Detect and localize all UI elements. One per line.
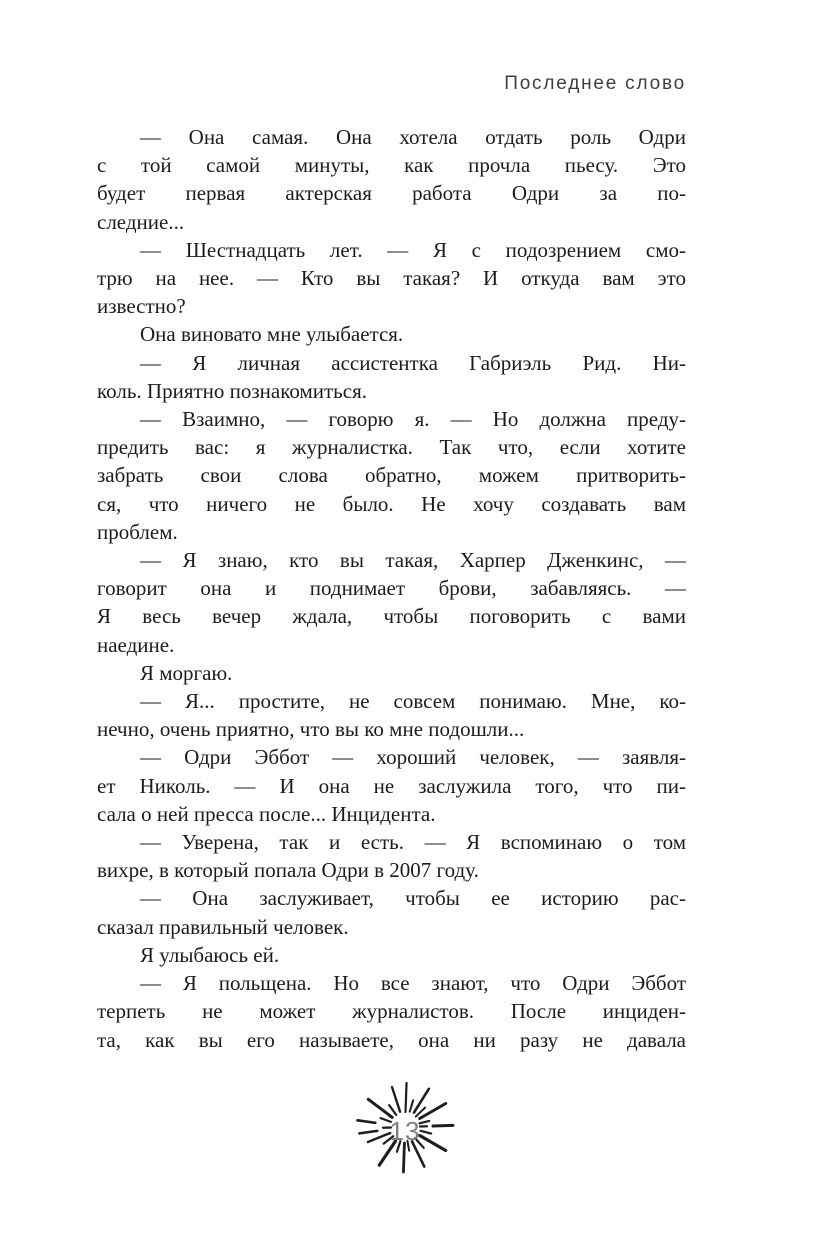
text-line: сказал правильный человек. [97, 914, 349, 939]
text-line: наедине. [97, 632, 175, 657]
text-line: забрать свои слова обратно, можем притворить- [97, 463, 686, 488]
text-line: проблем. [97, 519, 178, 544]
text-line: нечно, очень приятно, что вы ко мне подошли... [97, 717, 525, 742]
text-line: известно? [97, 294, 186, 319]
text-line: Я моргаю. [140, 660, 233, 685]
text-line: с той самой минуты, как прочла пьесу. Это [97, 153, 686, 178]
text-line: Она виновато мне улыбается. [140, 322, 404, 347]
text-line: — Уверена, так и есть. — Я вспоминаю о том [140, 830, 686, 855]
text-line: терпеть не может журналистов. После инциден- [97, 999, 686, 1024]
text-line: — Одри Эббот — хороший человек, — заявля- [140, 745, 686, 770]
text-line: следние... [97, 209, 185, 234]
text-line: — Я знаю, кто вы такая, Харпер Дженкинс, — [140, 548, 686, 573]
text-line: будет первая актерская работа Одри за по- [97, 181, 686, 206]
text-line: — Я польщена. Но все знают, что Одри Эббот [140, 971, 686, 996]
page-number: 13 [389, 1115, 421, 1146]
text-line: — Она заслуживает, чтобы ее историю рас- [140, 886, 686, 911]
text-line: — Я... простите, не совсем понимаю. Мне, ко- [140, 689, 686, 714]
text-line: Я улыбаюсь ей. [140, 942, 280, 967]
text-line: ет Николь. — И она не заслужила того, что пи- [97, 773, 686, 798]
running-header: Последнее слово [504, 73, 686, 94]
text-line: — Она самая. Она хотела отдать роль Одри [140, 125, 686, 149]
text-line: говорит она и поднимает брови, забавляясь. — [97, 576, 686, 601]
text-line: трю на нее. — Кто вы такая? И откуда вам это [97, 266, 686, 291]
text-line: — Я личная ассистентка Габриэль Рид. Ни- [140, 350, 686, 375]
text-line: коль. Приятно познакомиться. [97, 378, 367, 403]
page-number-ornament [350, 1072, 460, 1182]
text-line: предить вас: я журналистка. Так что, если хотите [97, 435, 686, 460]
text-line: вихре, в который попала Одри в 2007 году. [97, 858, 479, 883]
text-line: та, как вы его называете, она ни разу не давала [97, 1027, 686, 1052]
text-line: Я весь вечер ждала, чтобы поговорить с вами [97, 604, 686, 629]
text-line: ся, что ничего не было. Не хочу создавать вам [97, 491, 686, 516]
text-line: сала о ней пресса после... Инцидента. [97, 801, 436, 826]
text-block [97, 123, 686, 1054]
text-line: — Взаимно, — говорю я. — Но должна преду- [140, 407, 686, 432]
text-line: — Шестнадцать лет. — Я с подозрением смо- [140, 237, 686, 262]
